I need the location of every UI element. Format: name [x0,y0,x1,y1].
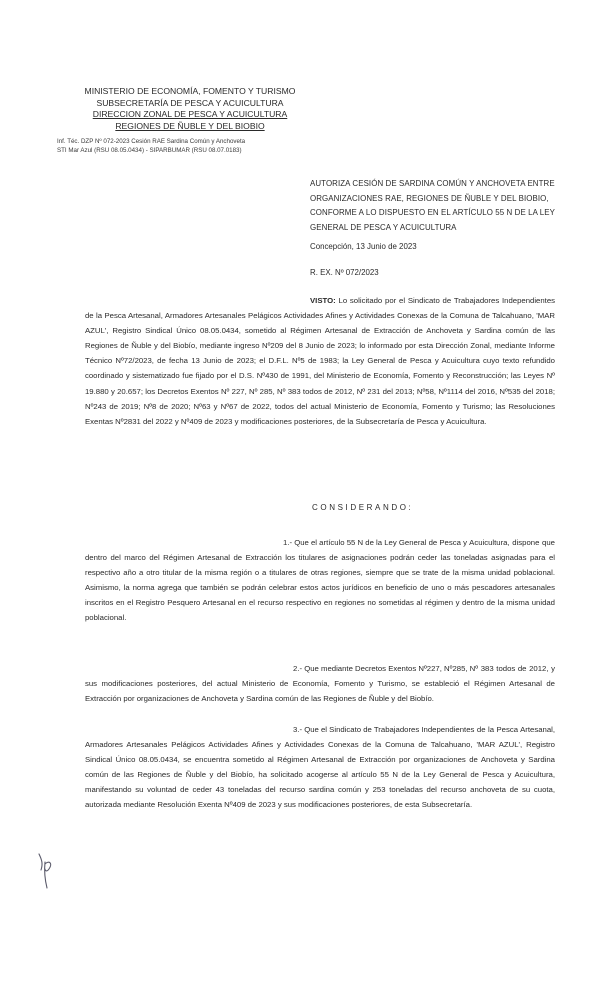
handwritten-initials-mark [36,850,58,890]
considerando-2-lead: 2.- Que mediante Decretos Exentos Nº227, Nº285, Nº [293,664,479,673]
considerando-1-text: Acuicultura, dispone que dentro del marco del Régimen Artesanal de Extracción los titulares de asignaciones podrán ceder las toneladas asignadas para el respectivo año a otro titular de la misma región o a titulares de otras regiones, siempre que se trate de la misma unidad poblacional. Asimismo, la norma agrega que también se podrán celebrar estos actos jurídicos en beneficio de uno o más pescadores artesanales inscritos en el Registro Pesquero Artesanal en el recurso respectivo en regiones no sometidas al régimen y dentro de la misma unidad poblacional. [85,538,555,623]
visto-label: VISTO: [310,296,336,305]
considerando-3 [85,722,555,813]
reference-line [57,137,245,155]
resolution-title: AUTORIZA CESIÓN DE SARDINA COMÚN Y ANCHOVETA ENTRE ORGANIZACIONES RAE, REGIONES DE ÑUBLE Y DEL BIOBIO, CONFORME A LO DISPUESTO EN EL ARTÍCULO 55 N DE LA LEY GENERAL DE PESCA Y ACUICULTURA [310,179,555,232]
header-subsecretaria: SUBSECRETARÍA DE PESCA Y ACUICULTURA [96,97,284,108]
considerando-1 [85,535,555,626]
header-ministry: MINISTERIO DE ECONOMÍA, FOMENTO Y TURISMO [84,86,296,96]
considerando-heading: CONSIDERANDO: [312,503,414,512]
visto-paragraph [85,293,555,429]
document-header [70,86,310,132]
header-direccion-zonal: DIRECCION ZONAL DE PESCA Y ACUICULTURA [92,109,288,120]
considerando-3-lead: 3.- Que el Sindicato de Trabajadores Independientes [293,725,475,734]
reference-informe: Inf. Téc. DZP Nº 072-2023 Cesión RAE Sardina Común y Anchoveta [57,138,246,145]
resolution-number: R. EX. Nº 072/2023 [310,268,379,277]
considerando-2-text: 383 todos de 2012, y sus modificaciones posteriores, del actual Ministerio de Economía, Fomento y Turismo, se estableció el Régimen Artesanal de Extracción por organizaciones de Anchoveta y Sardina común de las Regiones de Ñuble y del Biobío. [85,664,555,704]
visto-text: Lo solicitado por el Sindicato de Trabajadores Independientes de la Pesca Artesanal, Armadores Artesanales Pelágicos Actividades Afines y Actividades Conexas de la Comuna de Talcahuano, 'MAR AZUL', Registro Sindical Único 08.05.0434, sometido al Régimen Artesanal de Extracción de Anchoveta y Sardina común de las Regiones de Ñuble y del Biobío, mediante ingreso Nº209 del 8 Junio de 2023; lo informado por esta Dirección Zonal, mediante Informe Técnico Nº72/2023, de fecha 13 Junio de 2023; el D.F.L. Nº5 de 1983; la Ley General de Pesca y Acuicultura cuyo texto refundido coordinado y sistematizado fue fijado por el D.S. Nº430 de 1991, del Ministerio de Economía, Fomento y Reconstrucción; las Leyes Nº 19.880 y 20.657; los Decretos Exentos Nº 227, Nº 285, Nº 383 todos de 2012, Nº 231 del 2013; Nº58, Nº1114 del 2016, Nº535 del 2018; Nº243 de 2019; Nº8 de 2020; Nº63 y Nº67 de 2022, todos del actual Ministerio de Economía, Fomento y Turismo; las Resoluciones Exentas Nº2831 del 2022 y Nº409 de 2023 y modificaciones posteriores, de la Subsecretaría de Pesca y Acuicultura. [85,296,556,426]
header-regiones: REGIONES DE ÑUBLE Y DEL BIOBIO [115,120,265,131]
considerando-3-text: de la Pesca Artesanal, Armadores Artesanales Pelágicos Actividades Afines y Actividades Conexas de la Comuna de Talcahuano, 'MAR AZUL', Registro Sindical Único 08.05.0434, se encuentra sometido al Régimen Artesanal de Extracción por organizaciones de Anchoveta y Sardina común de las Regiones de Ñuble y del Biobío, ha solicitado acogerse al artículo 55 N de la Ley General de Pesca y Acuicultura, manifestando su voluntad de ceder 43 toneladas del recurso sardina común y 253 toneladas del recurso anchoveta de su cuota, autorizada mediante Resolución Exenta Nº409 de 2023 y sus modificaciones posteriores, de esta Subsecretaría. [85,725,556,810]
considerando-1-lead: 1.- Que el artículo 55 N de la Ley General de Pesca y [283,538,467,547]
place-date: Concepción, 13 Junio de 2023 [310,242,417,251]
considerando-2 [85,661,555,706]
reference-organizaciones: STI Mar Azul (RSU 08.05.0434) - SIPARBUMAR (RSU 08.07.0183) [57,147,242,154]
